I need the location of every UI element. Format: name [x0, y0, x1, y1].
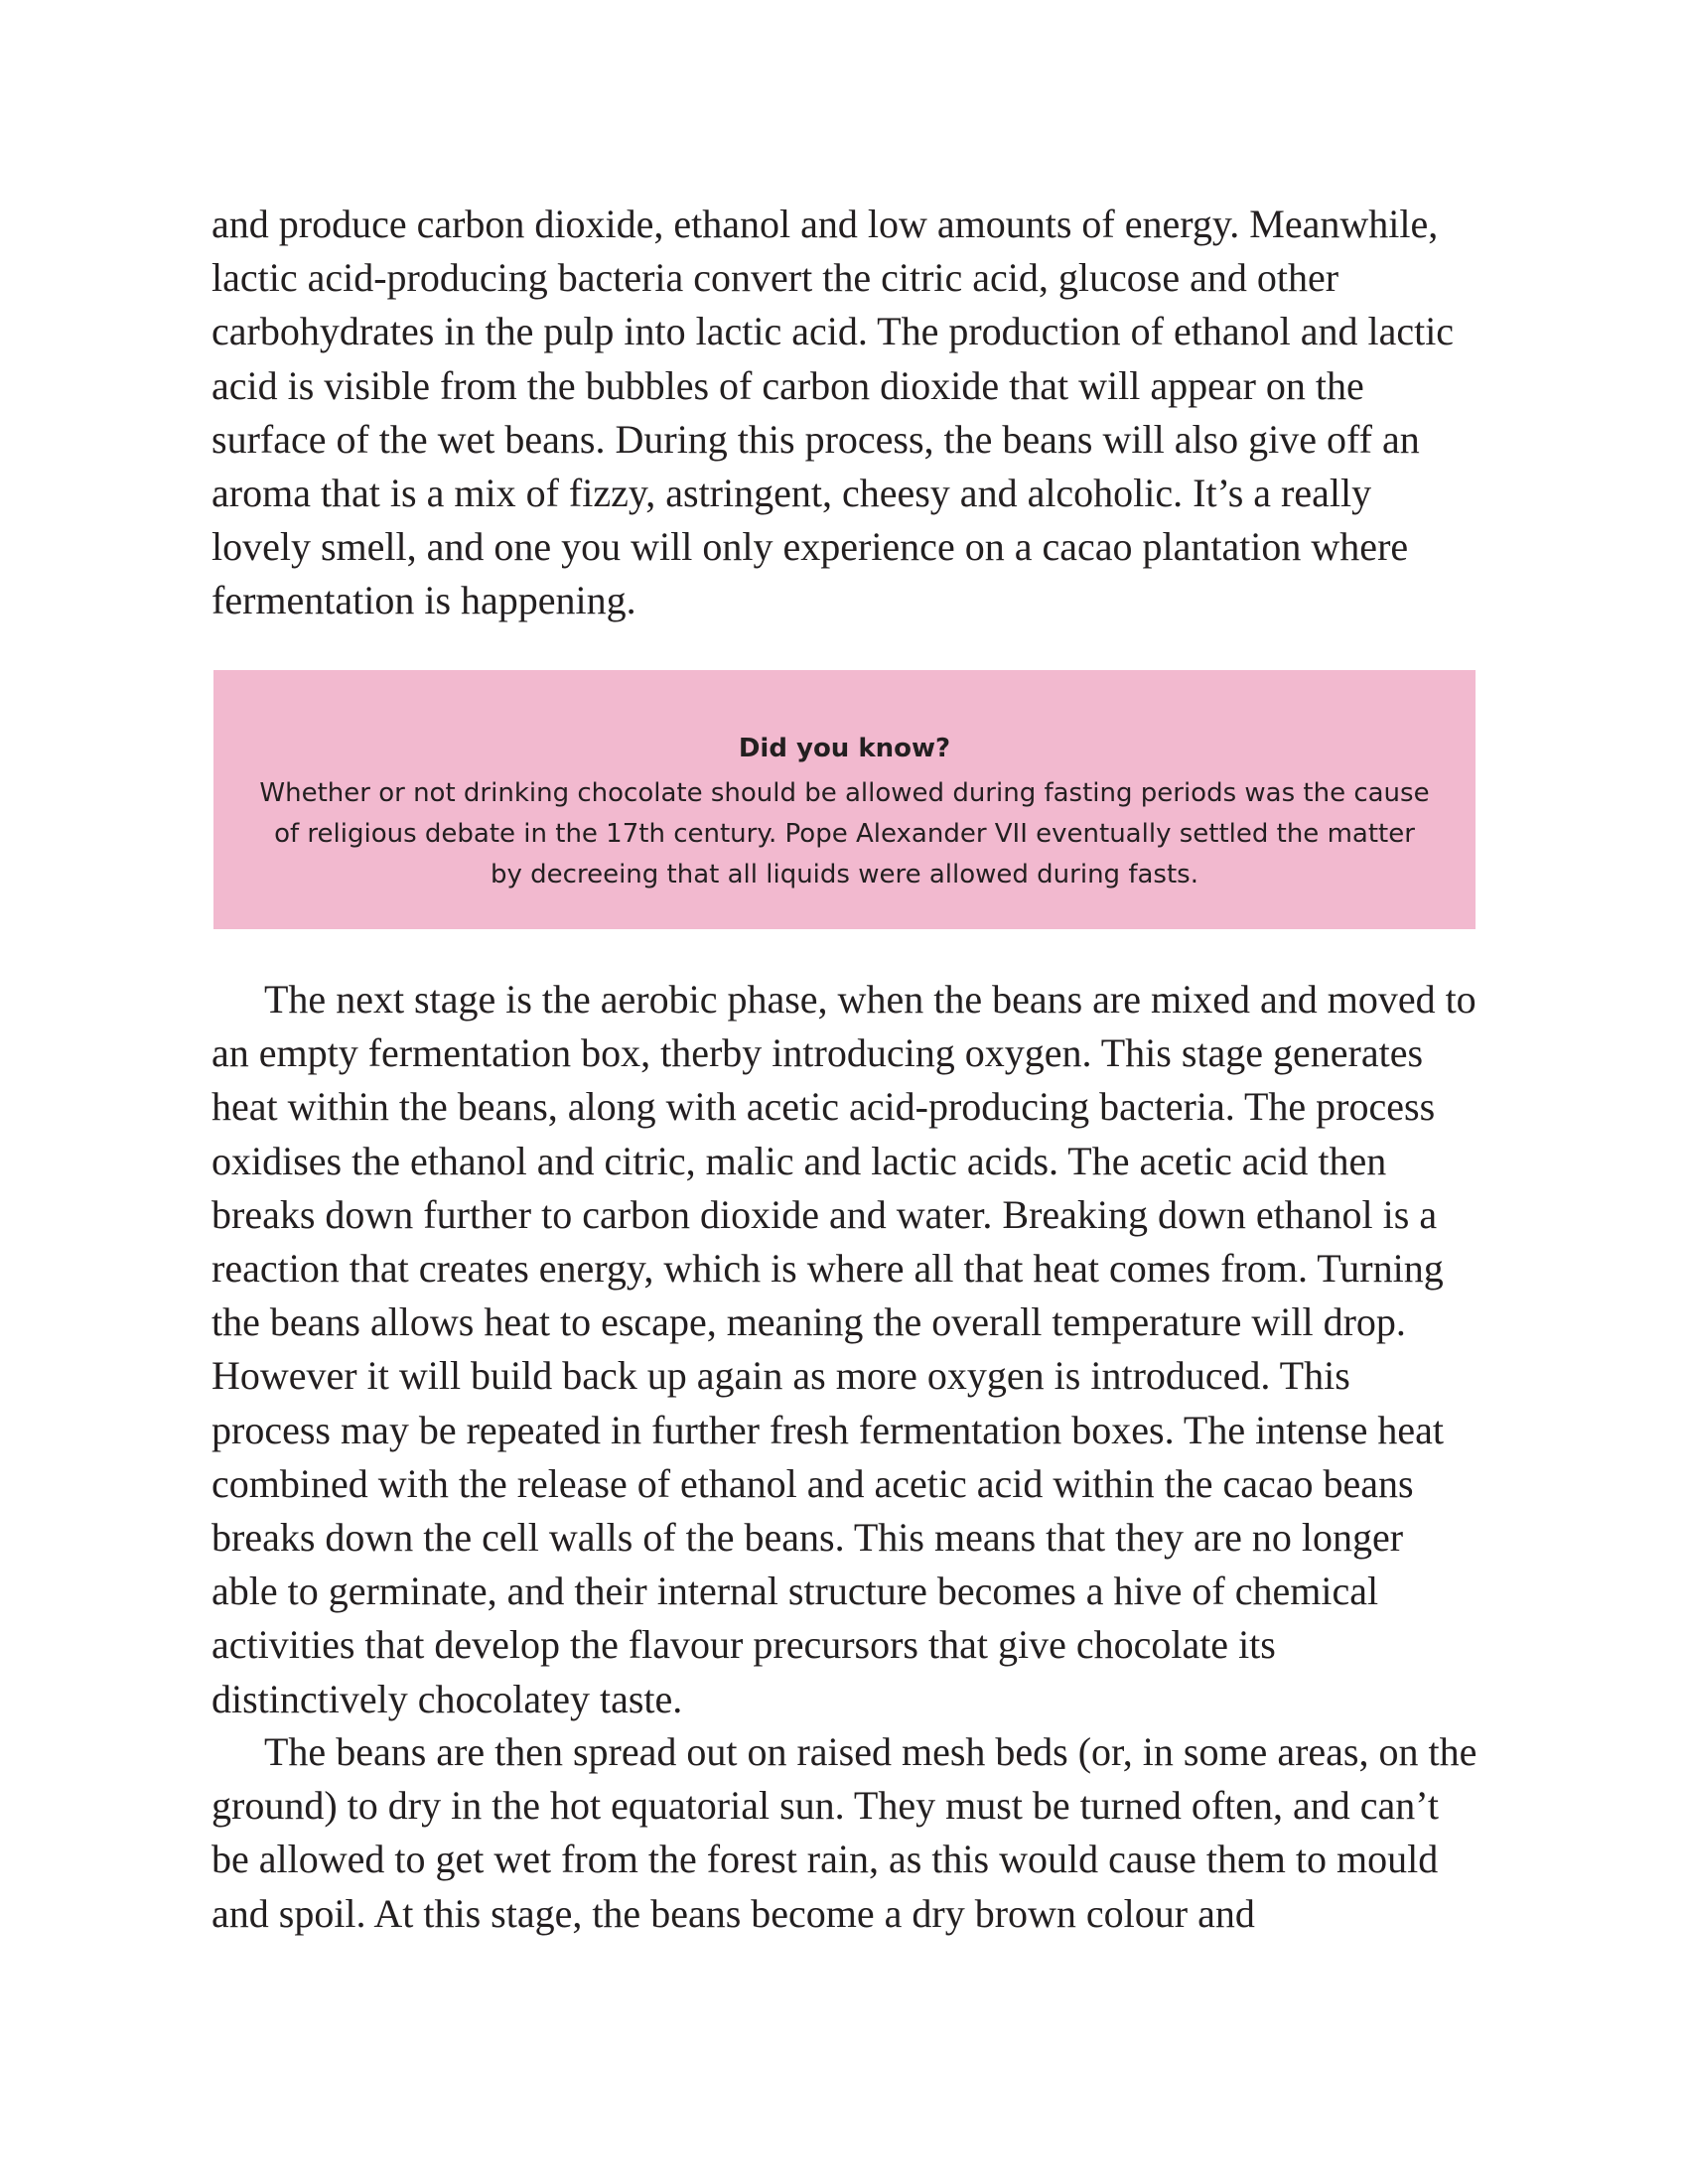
- body-paragraph-continued: and produce carbon dioxide, ethanol and low amounts of energy. Meanwhile, lactic acid-producing bacteria convert the citric acid, glucose and other carbohydrates in the pulp into lactic acid. The production of ethanol and lactic acid is visible from the bubbles of carbon dioxide that will appear on the surface of the wet beans. During this process, the beans will also give off an aroma that is a mix of fizzy, astringent, cheesy and alcoholic. It’s a really lovely smell, and one you will only experience on a cacao plantation where fermentation is happening.: [211, 202, 1455, 623]
- callout-body: Whether or not drinking chocolate should be allowed during fasting periods was the cause of religious debate in the 17th century. Pope Alexander VII eventually settled the matter by decreeing that all liquids were allowed during fasts.: [259, 778, 1430, 889]
- callout-heading: Did you know?: [738, 734, 951, 763]
- body-paragraph-aerobic-phase: The next stage is the aerobic phase, when the beans are mixed and moved to an empty fermentation box, therby introducing oxygen. This stage generates heat within the beans, along with acetic acid-producing bacteria. The process oxidises the ethanol and citric, malic and lactic acids. The acetic acid then breaks down further to carbon dioxide and water. Breaking down ethanol is a reaction that creates energy, which is where all that heat comes from. Turning the beans allows heat to escape, meaning the overall temperature will drop. However it will build back up again as more oxygen is introduced. This process may be repeated in further fresh fermentation boxes. The intense heat combined with the release of ethanol and acetic acid within the cacao beans breaks down the cell walls of the beans. This means that they are no longer able to germinate, and their internal structure becomes a hive of chemical activities that develop the flavour precursors that give chocolate its distinctively chocolatey taste.: [211, 977, 1477, 1721]
- body-paragraph-drying: The beans are then spread out on raised mesh beds (or, in some areas, on the ground) to dry in the hot equatorial sun. They must be turned often, and can’t be allowed to get wet from the forest rain, as this would cause them to mould and spoil. At this stage, the beans become a dry brown colour and: [211, 1729, 1477, 1936]
- did-you-know-callout: [213, 670, 1476, 929]
